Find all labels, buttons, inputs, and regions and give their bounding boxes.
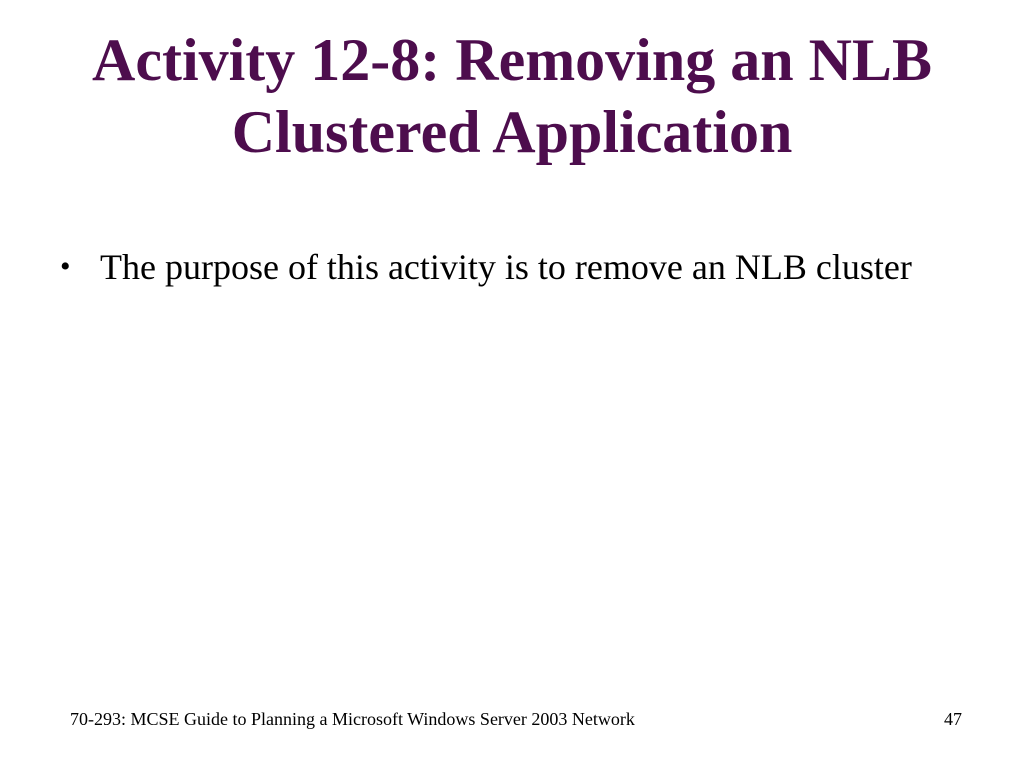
slide-title — [40, 24, 984, 168]
slide-title-line-2: Clustered Application — [231, 99, 793, 165]
slide-title-line-1: Activity 12-8: Removing an NLB — [92, 27, 932, 93]
bullet-item — [60, 244, 960, 290]
footer-course-title: 70-293: MCSE Guide to Planning a Microsoft Windows Server 2003 Network — [70, 709, 635, 729]
bullet-dot-icon: • — [60, 250, 71, 283]
bullet-list — [60, 244, 960, 290]
footer-page-number: 47 — [944, 709, 962, 729]
bullet-text: The purpose of this activity is to remove an NLB cluster — [100, 247, 912, 287]
